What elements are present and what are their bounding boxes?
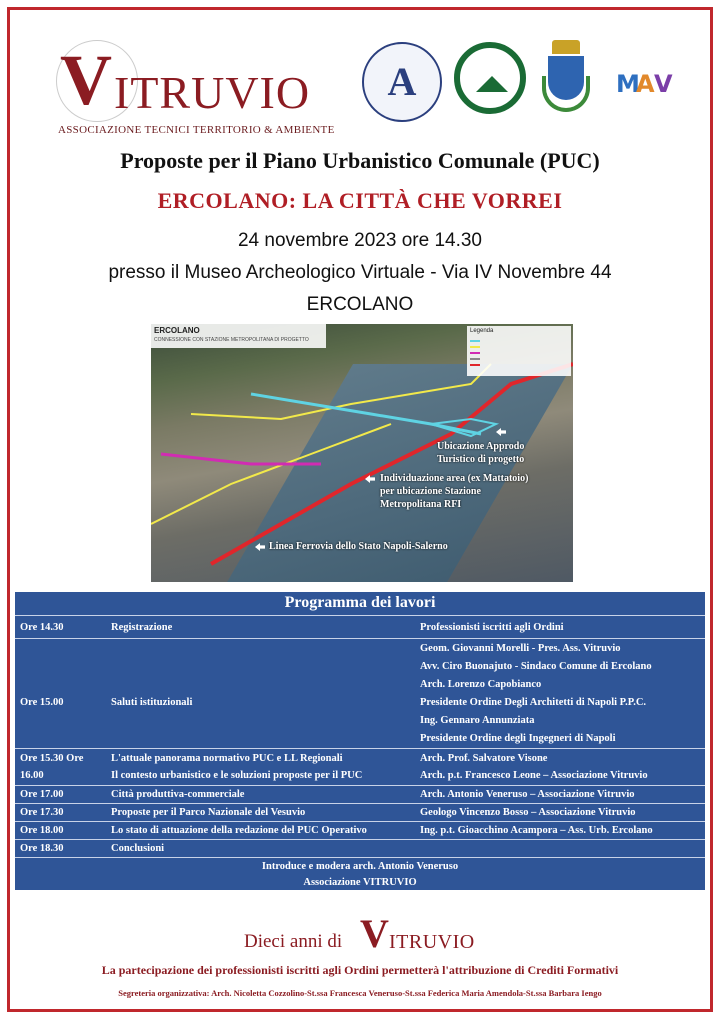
yellow-route-b (151, 424, 391, 524)
row-time: Ore 15.00 (20, 697, 64, 708)
map-annotation-station: Individuazione area (ex Mattatoio) per ubicazione Stazione Metropolitana RFI (380, 473, 529, 510)
yellow-route-a (191, 364, 491, 419)
row-speaker: Ing. Gennaro Annunziata (420, 715, 535, 726)
row-speaker: Arch. Lorenzo Capobianco (420, 679, 542, 690)
row-time: Ore 18.30 (20, 843, 64, 854)
moderator-line: Introduce e modera arch. Antonio Veneruso (261, 861, 459, 872)
row-time: Ore 17.30 (20, 807, 64, 818)
seal-letter: A (387, 59, 417, 104)
legend-swatch-grey (470, 358, 480, 360)
row-speaker: Avv. Ciro Buonajuto - Sindaco Comune di Ercolano (420, 661, 652, 672)
map-annotation-railway: Linea Ferrovia dello Stato Napoli-Salerno (269, 541, 448, 552)
organizing-secretariat: Segreteria organizzativa: Arch. Nicoletta Cozzolino-St.ssa Francesca Veneruso-St.ssa Federica Maria Amendola-St.ssa Barbara Iengo (118, 988, 602, 998)
map-header-sub: CONNESSIONE CON STAZIONE METROPOLITANA DI PROGETTO (154, 337, 309, 343)
row-speaker: Geom. Giovanni Morelli - Pres. Ass. Vitruvio (420, 643, 621, 654)
map-legend (467, 326, 571, 376)
legend-swatch-red (470, 364, 480, 366)
map-header-title: ERCOLANO (154, 326, 200, 335)
event-date: 24 novembre 2023 ore 14.30 (237, 230, 482, 251)
credits-note: La partecipazione dei professionisti iscritti agli Ordini permetterà l'attribuzione di Crediti Formativi (101, 963, 619, 977)
legend-swatch-cyan (470, 340, 480, 342)
row-time: Ore 14.30 (20, 622, 64, 633)
row-topic: Il contesto urbanistico e le soluzioni proposte per il PUC (111, 770, 363, 781)
row-topic: Proposte per il Parco Nazionale del Vesuvio (111, 807, 306, 818)
row-speaker: Presidente Ordine degli Ingegneri di Napoli (420, 733, 616, 744)
anniversary-banner (0, 913, 720, 957)
architects-order-seal-icon (362, 42, 442, 122)
row-topic: Conclusioni (111, 843, 165, 854)
logo-subtitle: ASSOCIAZIONE TECNICI TERRITORIO & AMBIENTE (58, 124, 335, 136)
row-speaker: Professionisti iscritti agli Ordini (420, 622, 564, 633)
aerial-map-image (151, 324, 573, 582)
row-time: 16.00 (20, 770, 44, 781)
map-header-box (151, 324, 326, 348)
event-city: ERCOLANO (306, 294, 414, 315)
row-topic: Città produttiva-commerciale (111, 789, 245, 800)
row-topic: Lo stato di attuazione della redazione del PUC Operativo (111, 825, 367, 836)
anniversary-logo-letter: V (360, 911, 389, 956)
mav-museum-logo-icon: M A V (616, 70, 673, 98)
map-legend-title: Legenda (470, 328, 494, 334)
row-topic: Saluti istituzionali (111, 697, 193, 708)
row-topic: L'attuale panorama normativo PUC e LL Regionali (111, 753, 343, 764)
anniversary-prefix: Dieci anni di (244, 931, 343, 952)
legend-swatch-yellow (470, 346, 480, 348)
legend-swatch-magenta (470, 352, 480, 354)
row-speaker: Geologo Vincenzo Bosso – Associazione Vitruvio (420, 807, 636, 818)
header-logos (50, 40, 690, 140)
row-time: Ore 17.00 (20, 789, 64, 800)
row-speaker: Ing. p.t. Gioacchino Acampora – Ass. Urb. Ercolano (420, 825, 653, 836)
logo-wordmark: ITRUVIO (114, 67, 311, 118)
row-speaker: Arch. Antonio Veneruso – Associazione Vitruvio (420, 789, 635, 800)
row-time: Ore 15.30 Ore (20, 753, 84, 764)
logo-big-letter: V (60, 40, 112, 120)
event-subtitle: ERCOLANO: LA CITTÀ CHE VORREI (157, 188, 563, 213)
program-table (15, 592, 705, 890)
row-time: Ore 18.00 (20, 825, 64, 836)
row-speaker: Arch. Prof. Salvatore Visone (420, 753, 548, 764)
row-speaker: Presidente Ordine Degli Architetti di Napoli P.P.C. (420, 697, 647, 708)
anniversary-logo-rest: ITRUVIO (389, 931, 475, 953)
engineers-order-seal-icon (454, 42, 526, 114)
row-topic: Registrazione (111, 622, 173, 633)
event-venue: presso il Museo Archeologico Virtuale - Via IV Novembre 44 (108, 262, 612, 283)
municipality-coat-of-arms-icon (540, 40, 592, 120)
event-title: Proposte per il Piano Urbanistico Comunale (PUC) (120, 148, 600, 173)
moderator-org: Associazione VITRUVIO (303, 877, 417, 888)
row-speaker: Arch. p.t. Francesco Leone – Associazione Vitruvio (420, 770, 648, 781)
map-annotation-port: Ubicazione Approdo Turistico di progetto (437, 441, 525, 465)
vitruvio-logo (54, 40, 344, 140)
program-heading: Programma dei lavori (284, 594, 436, 611)
